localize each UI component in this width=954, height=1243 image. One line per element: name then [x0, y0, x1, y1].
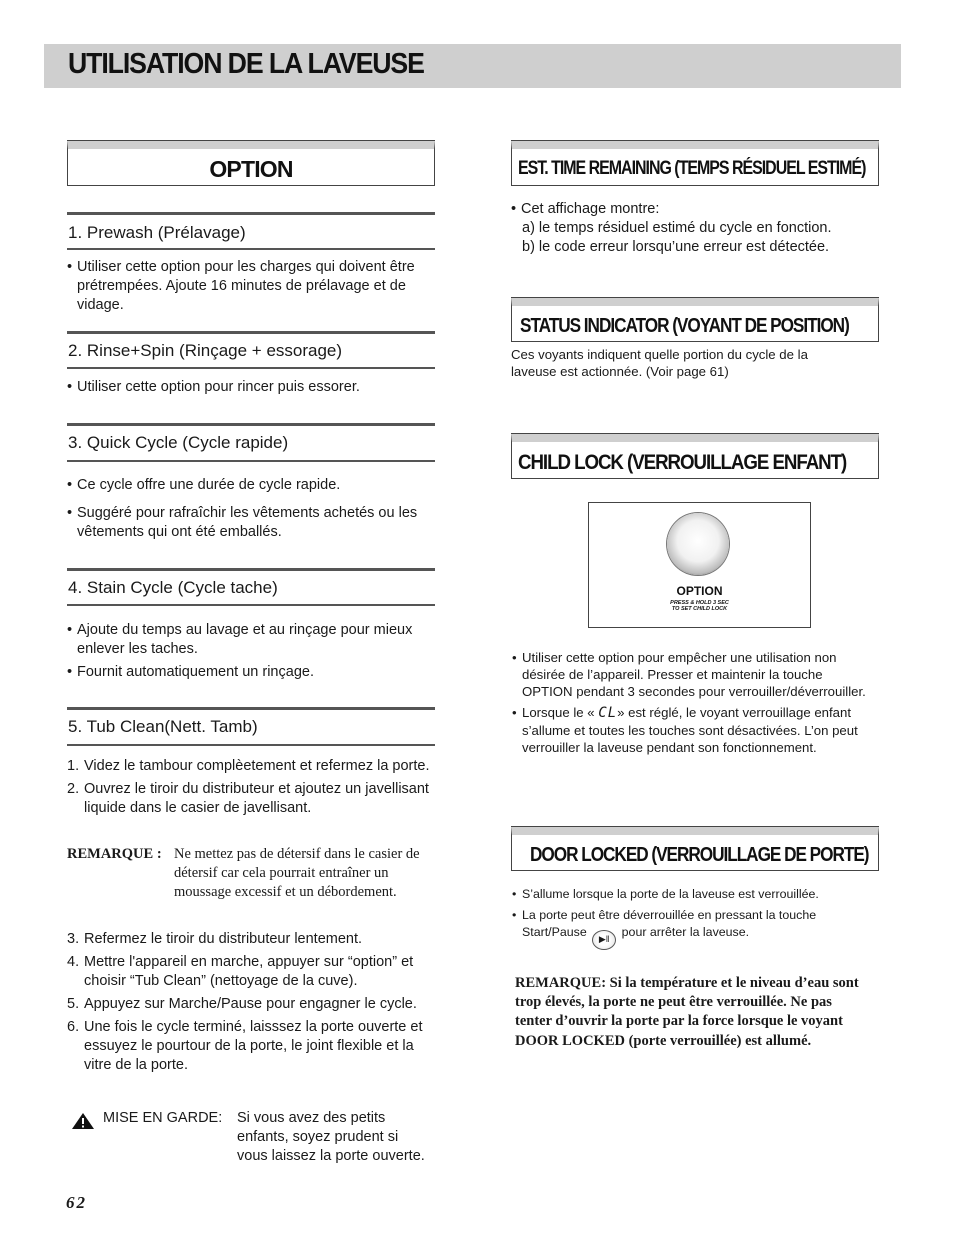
status-heading-box [511, 298, 879, 342]
quick-cycle-heading: 3. Quick Cycle (Cycle rapide) [67, 423, 435, 462]
remark-text: Ne mettez pas de détersif dans le casier de détersif car cela pourrait entraîner un moussage excessif et un débordement. [174, 846, 420, 900]
child-lock-heading: CHILD LOCK (VERROUILLAGE ENFANT) [518, 450, 847, 474]
caution-label: MISE EN GARDE: [103, 1110, 223, 1126]
status-heading: STATUS INDICATOR (VOYANT DE POSITION) [520, 315, 849, 337]
remark-block [67, 845, 435, 902]
tub-clean-steps-a [67, 757, 435, 818]
list-item: • Utiliser cette option pour les charges qui doivent être prétrempées. Ajoute 16 minutes de prélavage et de vidage. [67, 259, 415, 313]
prewash-heading: 1. Prewash (Prélavage) [67, 212, 435, 250]
rinse-spin-list [67, 378, 435, 397]
page-number: 62 [66, 1193, 87, 1212]
est-time-a: a) le temps résiduel estimé du cycle en fonction. [522, 220, 832, 236]
est-time-heading-box [511, 141, 879, 186]
list-item: • Suggéré pour rafraîchir les vêtements achetés ou les vêtements qui ont été emballés. [67, 505, 418, 540]
option-button-icon[interactable] [667, 513, 729, 575]
list-item: • S’allume lorsque la porte de la laveuse est verrouillée. [512, 887, 819, 901]
child-lock-heading-box [511, 434, 879, 479]
list-item: 3. Refermez le tiroir du distributeur lentement. [67, 931, 363, 947]
option-heading-box [67, 141, 435, 186]
option-button-panel [588, 502, 811, 628]
tub-clean-heading: 5. Tub Clean(Nett. Tamb) [67, 707, 435, 746]
est-time-heading: EST. TIME REMAINING (TEMPS RÉSIDUEL ESTIMÉ) [518, 158, 866, 179]
caution-block [103, 1109, 433, 1166]
page-header [44, 44, 901, 88]
remark-label: REMARQUE : [67, 846, 162, 862]
door-locked-heading-box [511, 827, 879, 871]
est-time-body [511, 200, 879, 257]
door-locked-heading: DOOR LOCKED (VERROUILLAGE DE PORTE) [530, 844, 869, 866]
page-title: UTILISATION DE LA LAVEUSE [68, 48, 424, 80]
warning-triangle-icon [71, 1112, 95, 1130]
list-item: • Cet affichage montre: [511, 201, 660, 217]
list-item: • Utiliser cette option pour empêcher une utilisation non désirée de l’appareil. Presser et maintenir la touche OPTION pendant 3 secondes pour verrouiller/déverrouiller. [512, 650, 866, 699]
caution-text: Si vous avez des petits enfants, soyez prudent si vous laissez la porte ouverte. [237, 1110, 425, 1164]
play-pause-icon: ▶‖ [592, 930, 616, 950]
stain-cycle-list [67, 621, 435, 682]
cl-code-icon: CL [598, 705, 618, 721]
list-item: 4. Mettre l'appareil en marche, appuyer sur “option” et choisir “Tub Clean” (nettoyage de la cuve). [67, 954, 414, 989]
list-item: • Utiliser cette option pour rincer puis essorer. [67, 379, 360, 395]
rinse-spin-heading: 2. Rinse+Spin (Rinçage + essorage) [67, 331, 435, 369]
list-item: • Fournit automatiquement un rinçage. [67, 664, 314, 680]
list-item: 2. Ouvrez le tiroir du distributeur et ajoutez un javellisant liquide dans le casier de javellisant. [67, 781, 429, 816]
tub-clean-steps-b [67, 930, 435, 1075]
prewash-list [67, 258, 435, 315]
status-text: Ces voyants indiquent quelle portion du cycle de la laveuse est actionnée. (Voir page 61) [511, 347, 808, 379]
list-item: • Lorsque le « CL» est réglé, le voyant verrouillage enfant s’allume et toutes les touches sont désactivées. L’on peut verrouiller la laveuse pendant son fonctionnement. [512, 705, 858, 755]
est-time-b: b) le code erreur lorsqu’une erreur est détectée. [522, 239, 830, 255]
list-item: 1. Videz le tambour complèetement et refermez la porte. [67, 758, 430, 774]
list-item: • La porte peut être déverrouillée en pressant la touche Start/Pause ▶‖ pour arrêter la laveuse. [512, 907, 868, 950]
list-item: • Ce cycle offre une durée de cycle rapide. [67, 477, 341, 493]
child-lock-list [512, 649, 868, 756]
quick-cycle-list [67, 476, 435, 542]
panel-option-label: OPTION [676, 584, 723, 598]
list-item: 5. Appuyez sur Marche/Pause pour engagner le cycle. [67, 996, 417, 1012]
list-item: 6. Une fois le cycle terminé, laisssez la porte ouverte et essuyez le pourtour de la porte, le joint flexible et la vitre de la porte. [67, 1019, 423, 1073]
panel-sub-label: PRESS & HOLD 3 SEC TO SET CHILD LOCK [670, 600, 729, 612]
door-locked-list [512, 886, 868, 950]
option-heading: OPTION [209, 156, 293, 182]
list-item: • Ajoute du temps au lavage et au rinçage pour mieux enlever les taches. [67, 622, 413, 657]
door-locked-remark: REMARQUE: Si la température et le niveau d’eau sont trop élevés, la porte ne peut être verrouillée. Ne pas tenter d’ouvrir la porte par la force lorsque le voyant DOOR LOCKED (porte verrouillée) est allumé. [515, 975, 859, 1049]
stain-cycle-heading: 4. Stain Cycle (Cycle tache) [67, 568, 435, 606]
